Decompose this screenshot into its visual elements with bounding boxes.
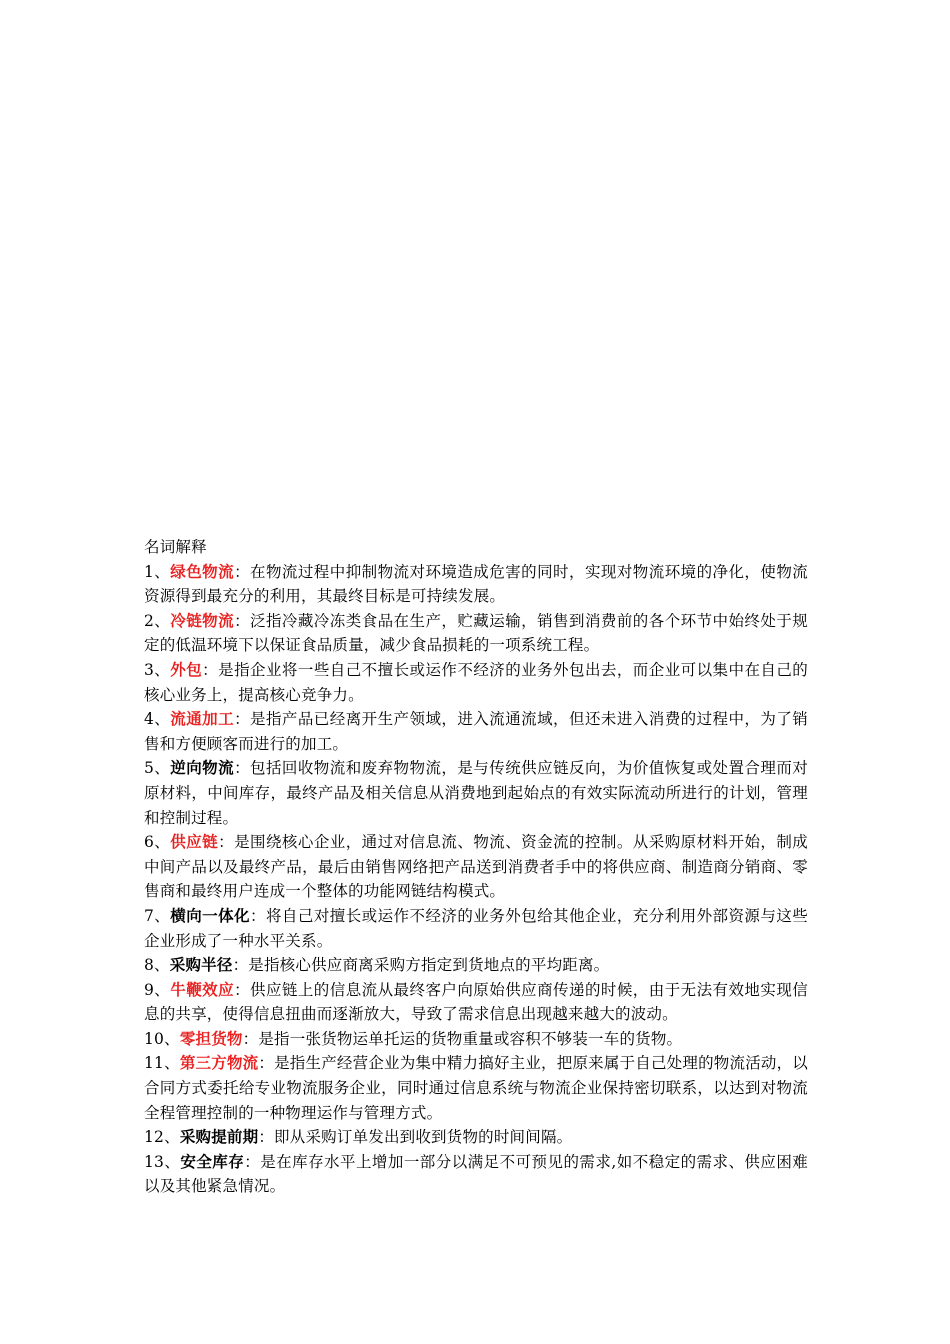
entry-colon: ： [234,710,251,729]
entry-definition: 供应链上的信息流从最终客户向原始供应商传递的时候，由于无法有效地实现信息的共享，使得信息扭曲而逐渐放大，导致了需求信息出现越来越大的波动。 [144,980,808,1024]
entry-definition: 是指企业将一些自己不擅长或运作不经济的业务外包出去，而企业可以集中在自己的核心业务上，提高核心竞争力。 [144,660,809,704]
entry-term: 采购提前期 [179,1128,259,1147]
entry-6 [144,830,808,904]
entry-term: 绿色物流 [170,562,235,581]
entry-number: 2、 [144,611,171,630]
entry-term: 供应链 [170,833,219,852]
entry-term: 第三方物流 [179,1054,259,1073]
entry-colon: ： [244,1152,261,1171]
entry-colon: ： [218,833,235,852]
entry-colon: ： [258,1128,275,1147]
entry-number: 5、 [144,759,171,778]
entry-12 [144,1125,808,1150]
entry-definition: 在物流过程中抑制物流对环境造成危害的同时，实现对物流环境的净化，使物流资源得到最充分的利用，其最终目标是可持续发展。 [144,562,808,606]
entry-number: 8、 [144,956,170,975]
entry-4 [144,707,808,756]
entry-term: 流通加工 [170,710,235,729]
entry-colon: ： [258,1054,275,1073]
entry-5 [144,756,808,830]
entry-definition: 包括回收物流和废弃物物流，是与传统供应链反向，为价值恢复或处置合理而对原材料，中间库存，最终产品及相关信息从消费地到起始点的有效实际流动所进行的计划，管理和控制过程。 [144,759,808,827]
entry-number: 7、 [144,906,171,925]
entry-colon: ： [234,611,251,630]
entry-number: 6、 [144,833,171,852]
entry-colon: ： [202,660,219,679]
document-heading: 名词解释 [144,538,207,556]
entry-definition: 是指一张货物运单托运的货物重量或容积不够装一车的货物。 [258,1029,683,1048]
entry-number: 3、 [144,660,171,679]
entry-definition: 是指产品已经离开生产领域，进入流通流域，但还未进入消费的过程中，为了销售和方便顾客而进行的加工。 [144,710,808,753]
entry-number: 10、 [144,1029,180,1048]
entry-definition: 是在库存水平上增加一部分以满足不可预见的需求,如不稳定的需求、供应困难以及其他紧急情况。 [144,1152,809,1196]
entry-9 [144,978,808,1027]
entry-1 [144,560,808,609]
entry-definition: 将自己对擅长或运作不经济的业务外包给其他企业，充分利用外部资源与这些企业形成了一种水平关系。 [144,906,808,950]
entry-11 [144,1051,808,1125]
entry-2 [144,609,808,658]
entry-term: 逆向物流 [170,759,235,778]
entry-definition: 是指生产经营企业为集中精力搞好主业，把原来属于自己处理的物流活动，以合同方式委托给专业物流服务企业，同时通过信息系统与物流企业保持密切联系，以达到对物流全程管理控制的一种物理运作与管理方式。 [144,1054,809,1122]
entry-number: 1、 [144,562,171,581]
entry-definition: 泛指冷藏冷冻类食品在生产，贮藏运输，销售到消费前的各个环节中始终处于规定的低温环境下以保证食品质量，减少食品损耗的一项系统工程。 [144,611,808,655]
entry-term: 外包 [170,660,203,679]
entry-13 [144,1150,808,1199]
entry-definition: 即从采购订单发出到收到货物的时间间隔。 [274,1128,573,1147]
entry-7 [144,904,808,953]
entry-colon: ： [242,1029,259,1048]
entry-number: 4、 [144,710,171,729]
document-body [144,535,808,1199]
entry-8 [144,953,808,978]
entry-term: 零担货物 [179,1029,243,1048]
entry-colon: ： [250,906,266,925]
entry-term: 冷链物流 [170,611,235,630]
entry-number: 12、 [144,1128,180,1147]
entry-definition: 是围绕核心企业，通过对信息流、物流、资金流的控制。从采购原材料开始，制成中间产品以及最终产品，最后由销售网络把产品送到消费者手中的将供应商、制造商分销商、零售商和最终用户连成一个整体的功能网链结构模式。 [144,833,809,901]
entry-colon: ： [232,956,249,975]
entry-colon: ： [234,980,251,999]
entry-term: 横向一体化 [170,906,251,925]
entry-colon: ： [234,562,251,581]
entry-10 [144,1027,808,1052]
entry-term: 牛鞭效应 [170,980,235,999]
entry-3 [144,658,808,707]
entry-term: 安全库存 [180,1152,245,1171]
entry-number: 13、 [144,1152,181,1171]
entry-number: 11、 [144,1054,180,1073]
entry-colon: ： [234,759,251,778]
entry-term: 采购半径 [169,956,233,975]
entry-number: 9、 [144,980,171,999]
entry-definition: 是指核心供应商离采购方指定到货地点的平均距离。 [248,956,610,975]
